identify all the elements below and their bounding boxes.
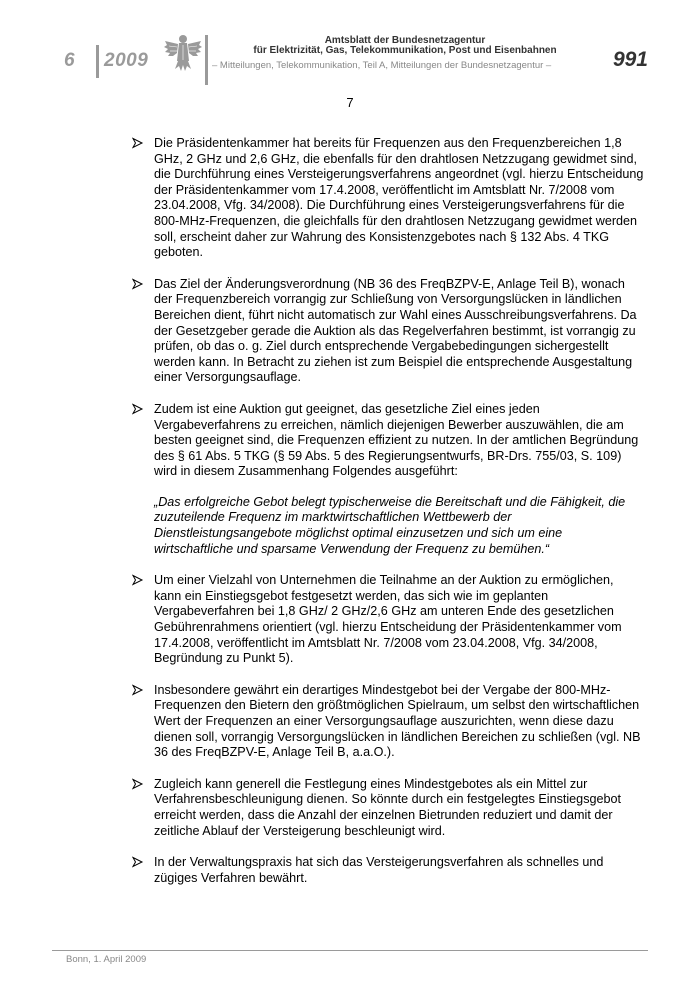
arrow-bullet-icon xyxy=(132,574,144,586)
arrow-bullet-icon xyxy=(132,684,144,696)
footer-rule xyxy=(52,950,648,951)
gazette-page-number: 991 xyxy=(612,48,648,71)
bullet-paragraph: Die Präsidentenkammer hat bereits für Frequenzen aus den Frequenzbereichen 1,8 GHz, 2 GHz und 2,6 GHz, die ebenfalls für den drahtlosen Netzzugang gewidmet sind, die Durchführung eines Versteigerungsverfahrens angeordnet (vgl. hierzu Entscheidung der Präsidentenkammer vom 17.4.2008, veröffentlicht im Amtsblatt Nr. 7/2008 vom 23.04.2008, Vfg. 34/2008). Die Durchführung eines Versteigerungsverfahrens für die 800-MHz-Frequenzen, die gleichfalls für den drahtlosen Netzzugang gewidmet werden soll, erscheint daher zur Wahrung des Konsistenzgebotes nach § 132 Abs. 4 TKG geboten. xyxy=(154,136,644,260)
gazette-title: Amtsblatt der Bundesnetzagentur xyxy=(324,35,486,46)
bullet-paragraph: Das Ziel der Änderungsverordnung (NB 36 des FreqBZPV-E, Anlage Teil B), wonach der Frequenzbereich vorrangig zur Schließung von Versorgungslücken in ländlichen Bereichen dient, führt nicht automatisch zur Wahl eines Ausschreibungsverfahrens. Da der Gesetzgeber gerade die Auktion als das Regelverfahren bestimmt, ist vorrangig zu prüfen, ob das o. g. Ziel durch entsprechende Vergabebedingungen sichergestellt werden kann. In Betracht zu ziehen ist zum Beispiel die entsprechende Ausgestaltung einer Versorgungsauflage. xyxy=(154,276,637,385)
arrow-bullet-icon xyxy=(132,278,144,290)
arrow-bullet-icon xyxy=(132,403,144,415)
federal-eagle-icon xyxy=(163,31,203,75)
document-page-number: 7 xyxy=(346,95,354,110)
bullet-item xyxy=(132,683,644,761)
gazette-subtitle: für Elektrizität, Gas, Telekommunikation, Post und Eisenbahnen xyxy=(253,45,557,56)
issue-year: 2009 xyxy=(104,50,149,71)
bullet-item xyxy=(132,402,644,557)
arrow-bullet-icon xyxy=(132,778,144,790)
bullet-paragraph: Zugleich kann generell die Festlegung eines Mindestgebotes als ein Mittel zur Verfahrensbeschleunigung dienen. So könnte durch ein festgelegtes Einstiegsgebot erreicht werden, dass die Anzahl der einzelnen Bietrunden reduziert und damit der zeitliche Ablauf der Versteigerung beschleunigt wird. xyxy=(154,776,622,838)
bullet-item xyxy=(132,855,644,886)
header-divider-right xyxy=(205,35,208,85)
arrow-bullet-icon xyxy=(132,137,144,149)
bullet-item xyxy=(132,573,644,667)
header-divider-left xyxy=(96,45,99,78)
arrow-bullet-icon xyxy=(132,856,144,868)
bullet-paragraph: Insbesondere gewährt ein derartiges Mindestgebot bei der Vergabe der 800-MHz-Frequenzen den Bietern den größtmöglichen Spielraum, um selbst den wirtschaftlichen Wert der Frequenzen an einer Versorgungsauflage auszurichten, wenn diese dazu dienen soll, vorrangig Versorgungslücken in ländlichen Bereichen zu schließen (vgl. NB 36 des FreqBZPV-E, Anlage Teil B, a.a.O.). xyxy=(154,682,641,760)
bullet-item xyxy=(132,777,644,839)
bullet-item xyxy=(132,277,644,386)
bullet-item xyxy=(132,136,644,261)
citation-quote: „Das erfolgreiche Gebot belegt typischerweise die Bereitschaft und die Fähigkeit, die zuzuteilende Frequenz im marktwirtschaftlichen Wettbewerb der Dienstleistungsangebote möglichst optimal einzusetzen und sich um eine wirtschaftliche und sparsame Verwendung der Frequenz zu bemühen.“ xyxy=(154,494,626,556)
bullet-paragraph: Um einer Vielzahl von Unternehmen die Teilnahme an der Auktion zu ermöglichen, kann ein Einstiegsgebot festgesetzt werden, das sich wie im geplanten Vergabeverfahren bei 1,8 GHz/ 2 GHz/2,6 GHz am unteren Ende des gesetzlichen Gebührenrahmens orientiert (vgl. hierzu Entscheidung der Präsidentenkammer vom 17.4.2008, veröffentlicht im Amtsblatt Nr. 7/2008 vom 23.04.2008, Vfg. 34/2008, Begründung zu Punkt 5). xyxy=(154,573,622,666)
section-label: – Mitteilungen, Telekommunikation, Teil A, Mitteilungen der Bundesnetzagentur – xyxy=(212,60,552,71)
document-body xyxy=(132,136,644,902)
bullet-paragraph: In der Verwaltungspraxis hat sich das Versteigerungsverfahren als schnelles und zügiges Verfahren bewährt. xyxy=(154,855,604,885)
footer-date: Bonn, 1. April 2009 xyxy=(66,954,147,965)
issue-number: 6 xyxy=(64,50,76,71)
bullet-paragraph: Zudem ist eine Auktion gut geeignet, das gesetzliche Ziel eines jeden Vergabeverfahrens zu erreichen, nämlich diejenigen Bewerber auszuwählen, die am besten geeignet sind, die Frequenzen effizient zu nutzen. In der amtlichen Begründung des § 61 Abs. 5 TKG (§ 59 Abs. 5 des Regierungsentwurfs, BR-Drs. 755/03, S. 109) wird in diesem Zusammenhang Folgendes ausgeführt: xyxy=(154,401,639,479)
